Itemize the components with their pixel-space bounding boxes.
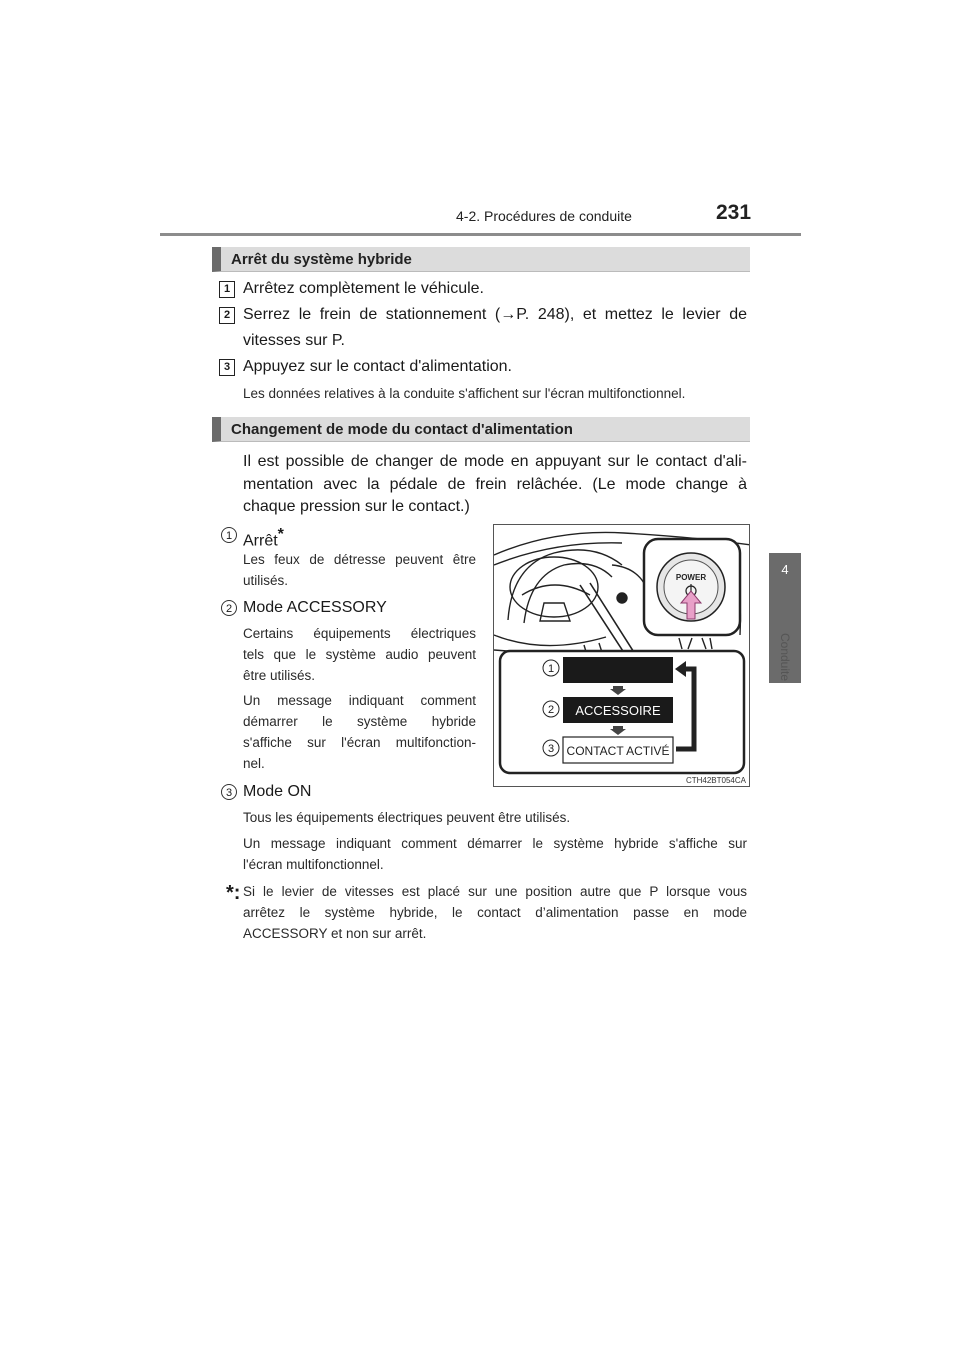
- intro-line-3: chaque pression sur le contact.): [243, 498, 470, 515]
- header-rule: [160, 233, 801, 236]
- mode-2-desc-line2: tels que le système audio peuvent: [243, 647, 476, 662]
- step-text-1: Arrêtez complètement le véhicule.: [243, 280, 484, 297]
- step-note: Les données relatives à la conduite s'affichent sur l'écran multifonctionnel.: [243, 386, 686, 401]
- chapter-tab-label: Conduite: [778, 632, 792, 682]
- step-number-1: 1: [219, 281, 235, 298]
- section-header: 4-2. Procédures de conduite: [456, 208, 632, 224]
- mode-1-desc-line1: Les feux de détresse peuvent être: [243, 552, 476, 567]
- mode-3-desc2-line2: l'écran multifonctionnel.: [243, 857, 384, 872]
- step-text-2-line2: vitesses sur P.: [243, 332, 345, 349]
- mode-2-desc2-line3: s'affiche sur l'écran multifonction-: [243, 735, 476, 750]
- footnote-line-1: Si le levier de vitesses est placé sur une position autre que P lorsque vous: [243, 884, 747, 899]
- step-number-3: 3: [219, 359, 235, 376]
- mode-3-desc: Tous les équipements électriques peuvent être utilisés.: [243, 810, 571, 825]
- mode-2-desc-line1: Certains équipements électriques: [243, 626, 476, 641]
- mode-title-1: Arrêt*: [243, 526, 284, 550]
- illustration-code: CTH42BT054CA: [685, 776, 746, 785]
- footnote-mark: *:: [226, 882, 241, 904]
- mode-number-3: 3: [221, 784, 237, 800]
- footnote-star: *: [277, 526, 284, 543]
- step-number-2: 2: [219, 307, 235, 324]
- mode-number-2: 2: [221, 600, 237, 616]
- mode-1-desc-line2: utilisés.: [243, 573, 289, 588]
- power-button-label: POWER: [675, 573, 707, 582]
- display-accessoire: ACCESSOIRE: [575, 703, 661, 718]
- chapter-tab-number: 4: [781, 562, 789, 577]
- mode-title-2: Mode ACCESSORY: [243, 599, 387, 616]
- mode-title-3: Mode ON: [243, 783, 312, 800]
- svg-text:1: 1: [547, 663, 555, 675]
- step-text-3: Appuyez sur le contact d'alimentation.: [243, 358, 512, 375]
- section-title-stop-hybrid: Arrêt du système hybride: [212, 247, 750, 272]
- mode-3-desc2-line1: Un message indiquant comment démarrer le système hybride s'affiche sur: [243, 836, 747, 851]
- illustration-drawing: [494, 525, 750, 787]
- mode-number-1: 1: [221, 527, 237, 543]
- mode-2-desc2-line1: Un message indiquant comment: [243, 693, 476, 708]
- mode-2-desc-line3: être utilisés.: [243, 668, 316, 683]
- mode-2-desc2-line4: nel.: [243, 756, 265, 771]
- svg-text:3: 3: [547, 743, 555, 755]
- mode-2-desc2-line2: démarrer le système hybride: [243, 714, 476, 729]
- footnote-line-3: ACCESSORY et non sur arrêt.: [243, 926, 427, 941]
- display-contact-active: CONTACT ACTIVÉ: [566, 744, 670, 758]
- power-switch-illustration: [493, 524, 750, 787]
- footnote-line-2: arrêtez le système hybride, le contact d’alimentation passe en mode: [243, 905, 747, 920]
- section-title-power-modes: Changement de mode du contact d'alimentation: [212, 417, 750, 442]
- step-text-2-line1: Serrez le frein de stationnement (→P. 248), et mettez le levier de: [243, 306, 747, 323]
- intro-line-2: mentation avec la pédale de frein relâchée. (Le mode change à: [243, 476, 747, 493]
- intro-line-1: Il est possible de changer de mode en appuyant sur le contact d'ali-: [243, 453, 747, 470]
- svg-text:2: 2: [547, 704, 555, 716]
- page-number: 231: [716, 201, 752, 224]
